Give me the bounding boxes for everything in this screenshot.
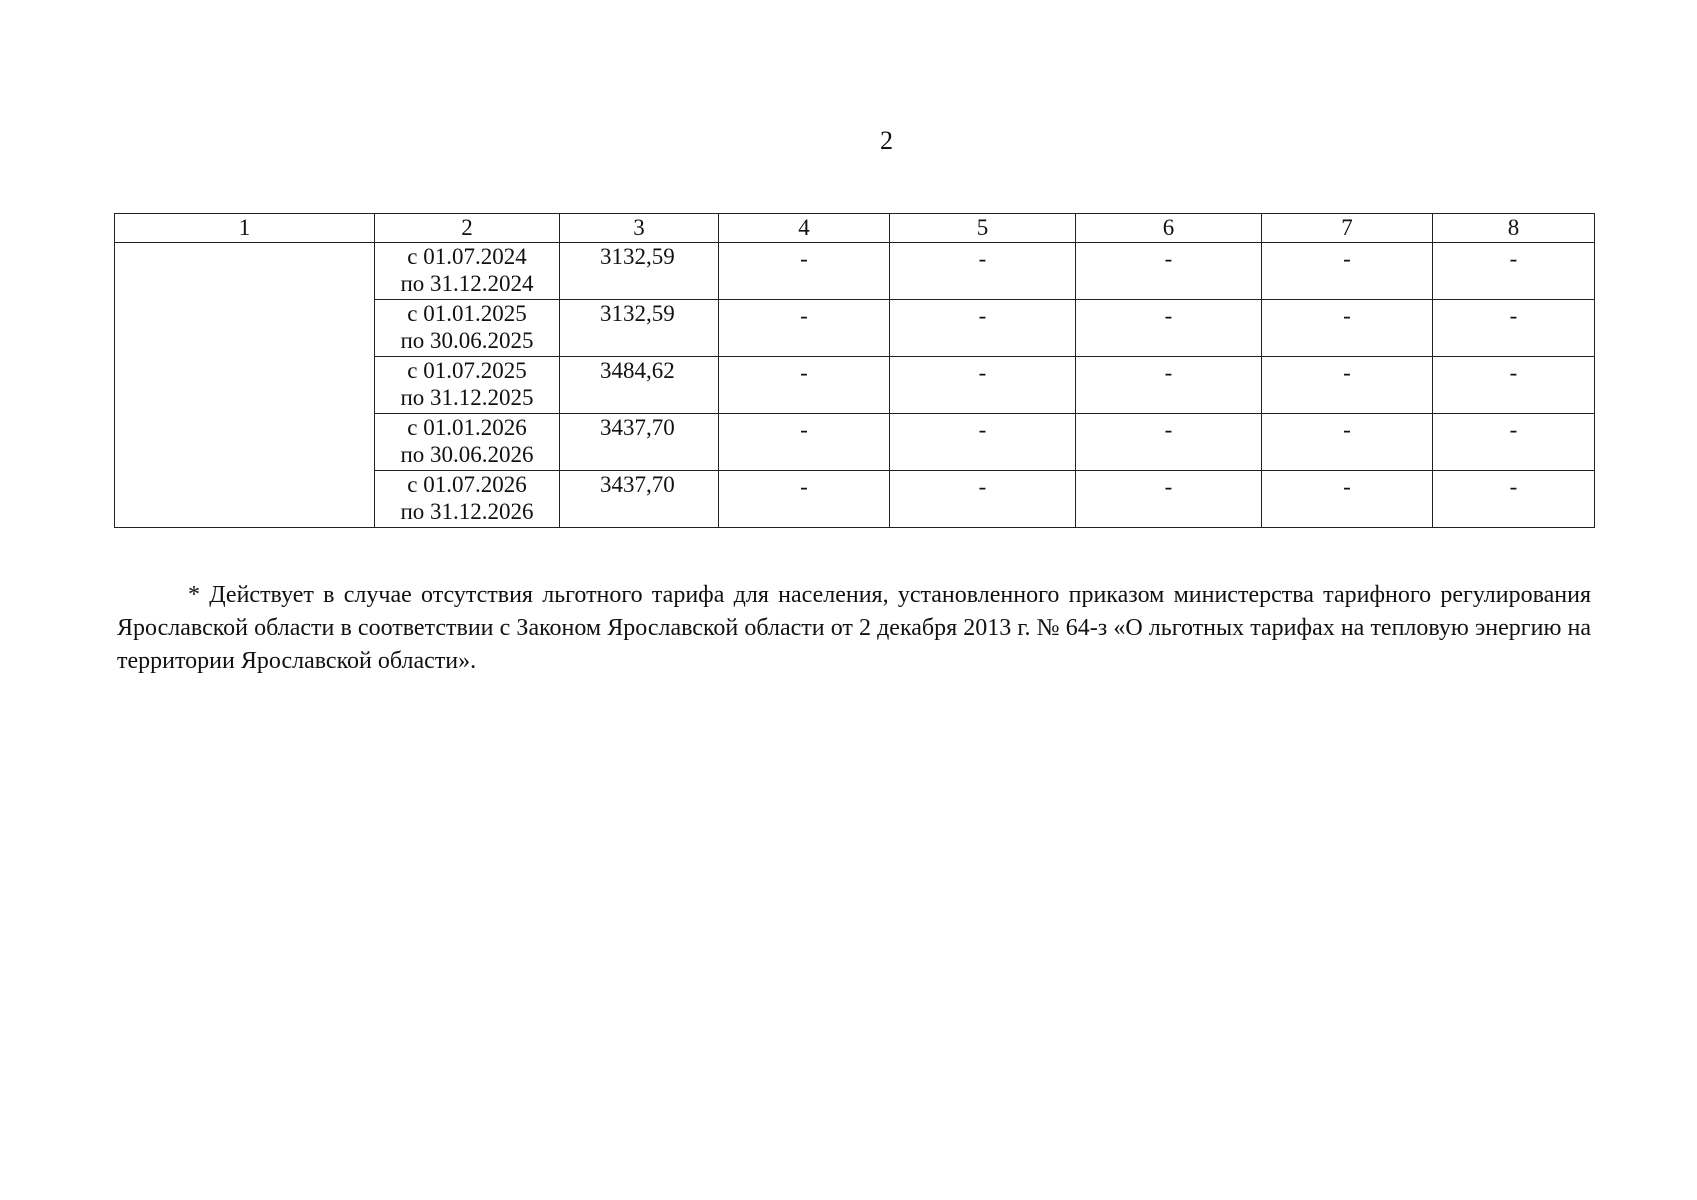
- column-header: 1: [115, 214, 375, 243]
- dash-cell: [1262, 357, 1433, 414]
- period-to: по 30.06.2026: [400, 442, 534, 467]
- dash-value: -: [800, 303, 808, 328]
- period-to: по 31.12.2026: [400, 499, 534, 524]
- dash-cell: [1433, 243, 1595, 300]
- period-from: с 01.07.2025: [407, 358, 527, 383]
- dash-cell: [1262, 300, 1433, 357]
- dash-value: -: [1164, 474, 1173, 499]
- period-cell: [375, 357, 560, 414]
- footnote: * Действует в случае отсутствия льготного тарифа для населения, установленного приказом министерства тарифного регулирования Ярославской области в соответствии с Законом Ярославской области от 2 декабря 2013 г. № 64-з «О льготных тарифах на тепловую энергию на территории Ярославской области».: [117, 582, 1591, 674]
- column-header: 6: [1076, 214, 1262, 243]
- dash-cell: [1076, 300, 1262, 357]
- dash-cell: [719, 243, 890, 300]
- dash-cell: [1433, 300, 1595, 357]
- period-cell: [375, 243, 560, 300]
- dash-cell: [890, 471, 1076, 528]
- dash-cell: [1076, 357, 1262, 414]
- period-to: по 31.12.2024: [400, 271, 534, 296]
- dash-value: -: [978, 417, 987, 442]
- period-from: с 01.01.2025: [407, 301, 527, 326]
- dash-cell: [890, 300, 1076, 357]
- period-cell: [375, 471, 560, 528]
- column-header: 8: [1433, 214, 1595, 243]
- dash-cell: [719, 414, 890, 471]
- price-cell: 3484,62: [560, 357, 719, 414]
- dash-value: -: [1509, 360, 1518, 385]
- column-header: 3: [560, 214, 719, 243]
- dash-value: -: [800, 360, 808, 385]
- table-header-row: [115, 214, 1595, 243]
- dash-value: -: [1509, 474, 1518, 499]
- dash-cell: [719, 300, 890, 357]
- price-cell: 3437,70: [560, 414, 719, 471]
- dash-value: -: [800, 417, 808, 442]
- dash-cell: [890, 414, 1076, 471]
- tariff-table: [114, 213, 1595, 528]
- dash-value: -: [1164, 417, 1173, 442]
- dash-value: -: [978, 303, 987, 328]
- dash-cell: [1076, 243, 1262, 300]
- dash-cell: [1076, 414, 1262, 471]
- dash-value: -: [1343, 417, 1351, 442]
- price-cell: 3132,59: [560, 243, 719, 300]
- column-header: 4: [719, 214, 890, 243]
- dash-value: -: [978, 360, 987, 385]
- dash-cell: [890, 357, 1076, 414]
- dash-value: -: [1509, 417, 1518, 442]
- dash-value: -: [1343, 246, 1351, 271]
- period-from: с 01.07.2024: [407, 244, 527, 269]
- dash-value: -: [1164, 246, 1173, 271]
- period-to: по 31.12.2025: [400, 385, 534, 410]
- price-cell: 3132,59: [560, 300, 719, 357]
- period-from: с 01.01.2026: [407, 415, 527, 440]
- dash-value: -: [1164, 303, 1173, 328]
- dash-cell: [1262, 471, 1433, 528]
- dash-value: -: [1509, 246, 1518, 271]
- dash-value: -: [978, 474, 987, 499]
- dash-value: -: [1509, 303, 1518, 328]
- dash-cell: [719, 471, 890, 528]
- dash-cell: [719, 357, 890, 414]
- dash-value: -: [1343, 303, 1351, 328]
- period-cell: [375, 414, 560, 471]
- price-cell: 3437,70: [560, 471, 719, 528]
- period-to: по 30.06.2025: [400, 328, 534, 353]
- column-header: 7: [1262, 214, 1433, 243]
- column-header: 5: [890, 214, 1076, 243]
- dash-cell: [1433, 357, 1595, 414]
- dash-cell: [1262, 243, 1433, 300]
- dash-cell: [1262, 414, 1433, 471]
- dash-value: -: [978, 246, 987, 271]
- merged-empty-cell: [115, 243, 375, 528]
- dash-cell: [1433, 414, 1595, 471]
- dash-value: -: [1164, 360, 1173, 385]
- dash-cell: [1433, 471, 1595, 528]
- period-cell: [375, 300, 560, 357]
- dash-value: -: [1343, 360, 1351, 385]
- period-from: с 01.07.2026: [407, 472, 527, 497]
- dash-value: -: [800, 246, 808, 271]
- dash-value: -: [1343, 474, 1351, 499]
- page-number: 2: [880, 126, 893, 155]
- table-row: [115, 243, 1595, 300]
- dash-cell: [890, 243, 1076, 300]
- dash-value: -: [800, 474, 808, 499]
- dash-cell: [1076, 471, 1262, 528]
- column-header: 2: [375, 214, 560, 243]
